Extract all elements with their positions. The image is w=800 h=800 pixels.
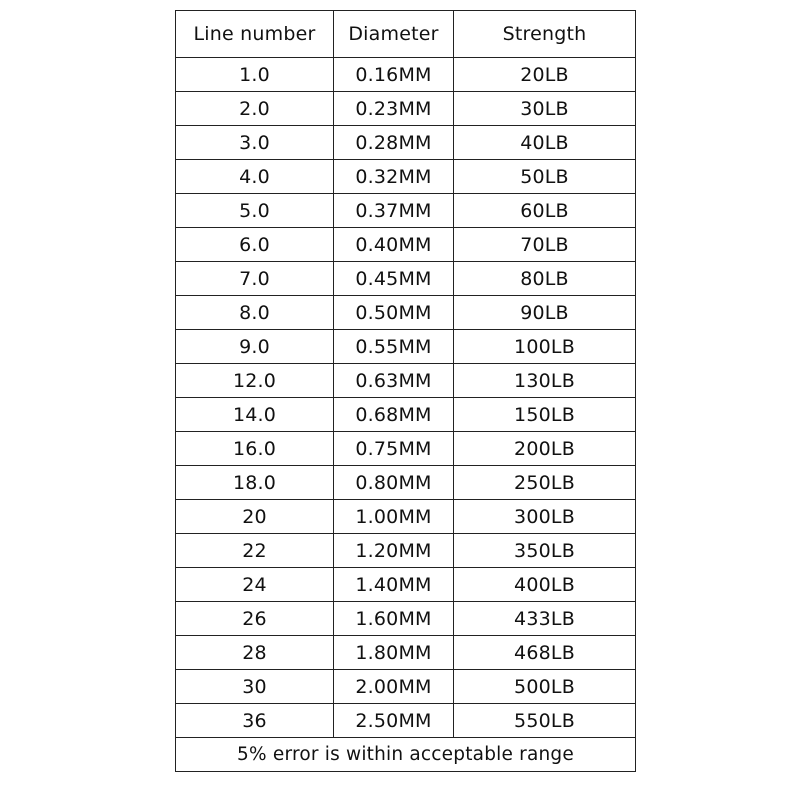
cell-diameter: 0.50MM [334,296,454,330]
cell-diameter: 0.32MM [334,160,454,194]
cell-diameter: 0.40MM [334,228,454,262]
cell-strength: 30LB [454,92,636,126]
cell-line-number: 12.0 [176,364,334,398]
header-row [176,11,636,58]
cell-strength: 500LB [454,670,636,704]
cell-strength: 550LB [454,704,636,738]
cell-diameter: 1.20MM [334,534,454,568]
cell-strength: 150LB [454,398,636,432]
cell-line-number: 7.0 [176,262,334,296]
table-row [176,194,636,228]
cell-diameter: 0.28MM [334,126,454,160]
cell-strength: 250LB [454,466,636,500]
table-body [176,58,636,738]
table-row [176,262,636,296]
table-row [176,58,636,92]
cell-line-number: 18.0 [176,466,334,500]
footer-row [176,738,636,772]
header-line-number: Line number [176,11,334,58]
cell-line-number: 28 [176,636,334,670]
cell-line-number: 36 [176,704,334,738]
cell-line-number: 9.0 [176,330,334,364]
cell-strength: 40LB [454,126,636,160]
cell-strength: 20LB [454,58,636,92]
table-row [176,296,636,330]
header-diameter: Diameter [334,11,454,58]
cell-strength: 90LB [454,296,636,330]
cell-line-number: 8.0 [176,296,334,330]
cell-strength: 130LB [454,364,636,398]
cell-diameter: 0.63MM [334,364,454,398]
cell-diameter: 0.23MM [334,92,454,126]
table-row [176,398,636,432]
cell-diameter: 0.45MM [334,262,454,296]
cell-strength: 350LB [454,534,636,568]
cell-strength: 200LB [454,432,636,466]
table-row [176,568,636,602]
cell-strength: 70LB [454,228,636,262]
cell-diameter: 0.80MM [334,466,454,500]
table-row [176,126,636,160]
cell-diameter: 0.68MM [334,398,454,432]
cell-line-number: 22 [176,534,334,568]
table-row [176,670,636,704]
cell-strength: 60LB [454,194,636,228]
cell-strength: 433LB [454,602,636,636]
cell-line-number: 6.0 [176,228,334,262]
cell-diameter: 0.37MM [334,194,454,228]
cell-strength: 300LB [454,500,636,534]
table-row [176,92,636,126]
header-strength: Strength [454,11,636,58]
table-row [176,704,636,738]
cell-diameter: 0.16MM [334,58,454,92]
table-row [176,228,636,262]
table-row [176,602,636,636]
line-spec-table [175,10,636,772]
cell-line-number: 24 [176,568,334,602]
table-row [176,330,636,364]
cell-strength: 50LB [454,160,636,194]
cell-strength: 400LB [454,568,636,602]
table-row [176,636,636,670]
cell-diameter: 1.00MM [334,500,454,534]
table-row [176,466,636,500]
cell-line-number: 4.0 [176,160,334,194]
cell-line-number: 16.0 [176,432,334,466]
cell-line-number: 2.0 [176,92,334,126]
table-row [176,364,636,398]
table-header [176,11,636,58]
footer-note: 5% error is within acceptable range [176,738,636,772]
cell-diameter: 1.40MM [334,568,454,602]
cell-line-number: 14.0 [176,398,334,432]
table-row [176,534,636,568]
cell-line-number: 30 [176,670,334,704]
cell-diameter: 1.80MM [334,636,454,670]
cell-diameter: 2.00MM [334,670,454,704]
cell-diameter: 2.50MM [334,704,454,738]
cell-line-number: 1.0 [176,58,334,92]
cell-strength: 100LB [454,330,636,364]
table-row [176,432,636,466]
cell-diameter: 1.60MM [334,602,454,636]
cell-line-number: 5.0 [176,194,334,228]
table-footer [176,738,636,772]
table-row [176,160,636,194]
cell-line-number: 26 [176,602,334,636]
cell-strength: 80LB [454,262,636,296]
cell-strength: 468LB [454,636,636,670]
table-row [176,500,636,534]
cell-line-number: 3.0 [176,126,334,160]
cell-diameter: 0.55MM [334,330,454,364]
cell-diameter: 0.75MM [334,432,454,466]
cell-line-number: 20 [176,500,334,534]
